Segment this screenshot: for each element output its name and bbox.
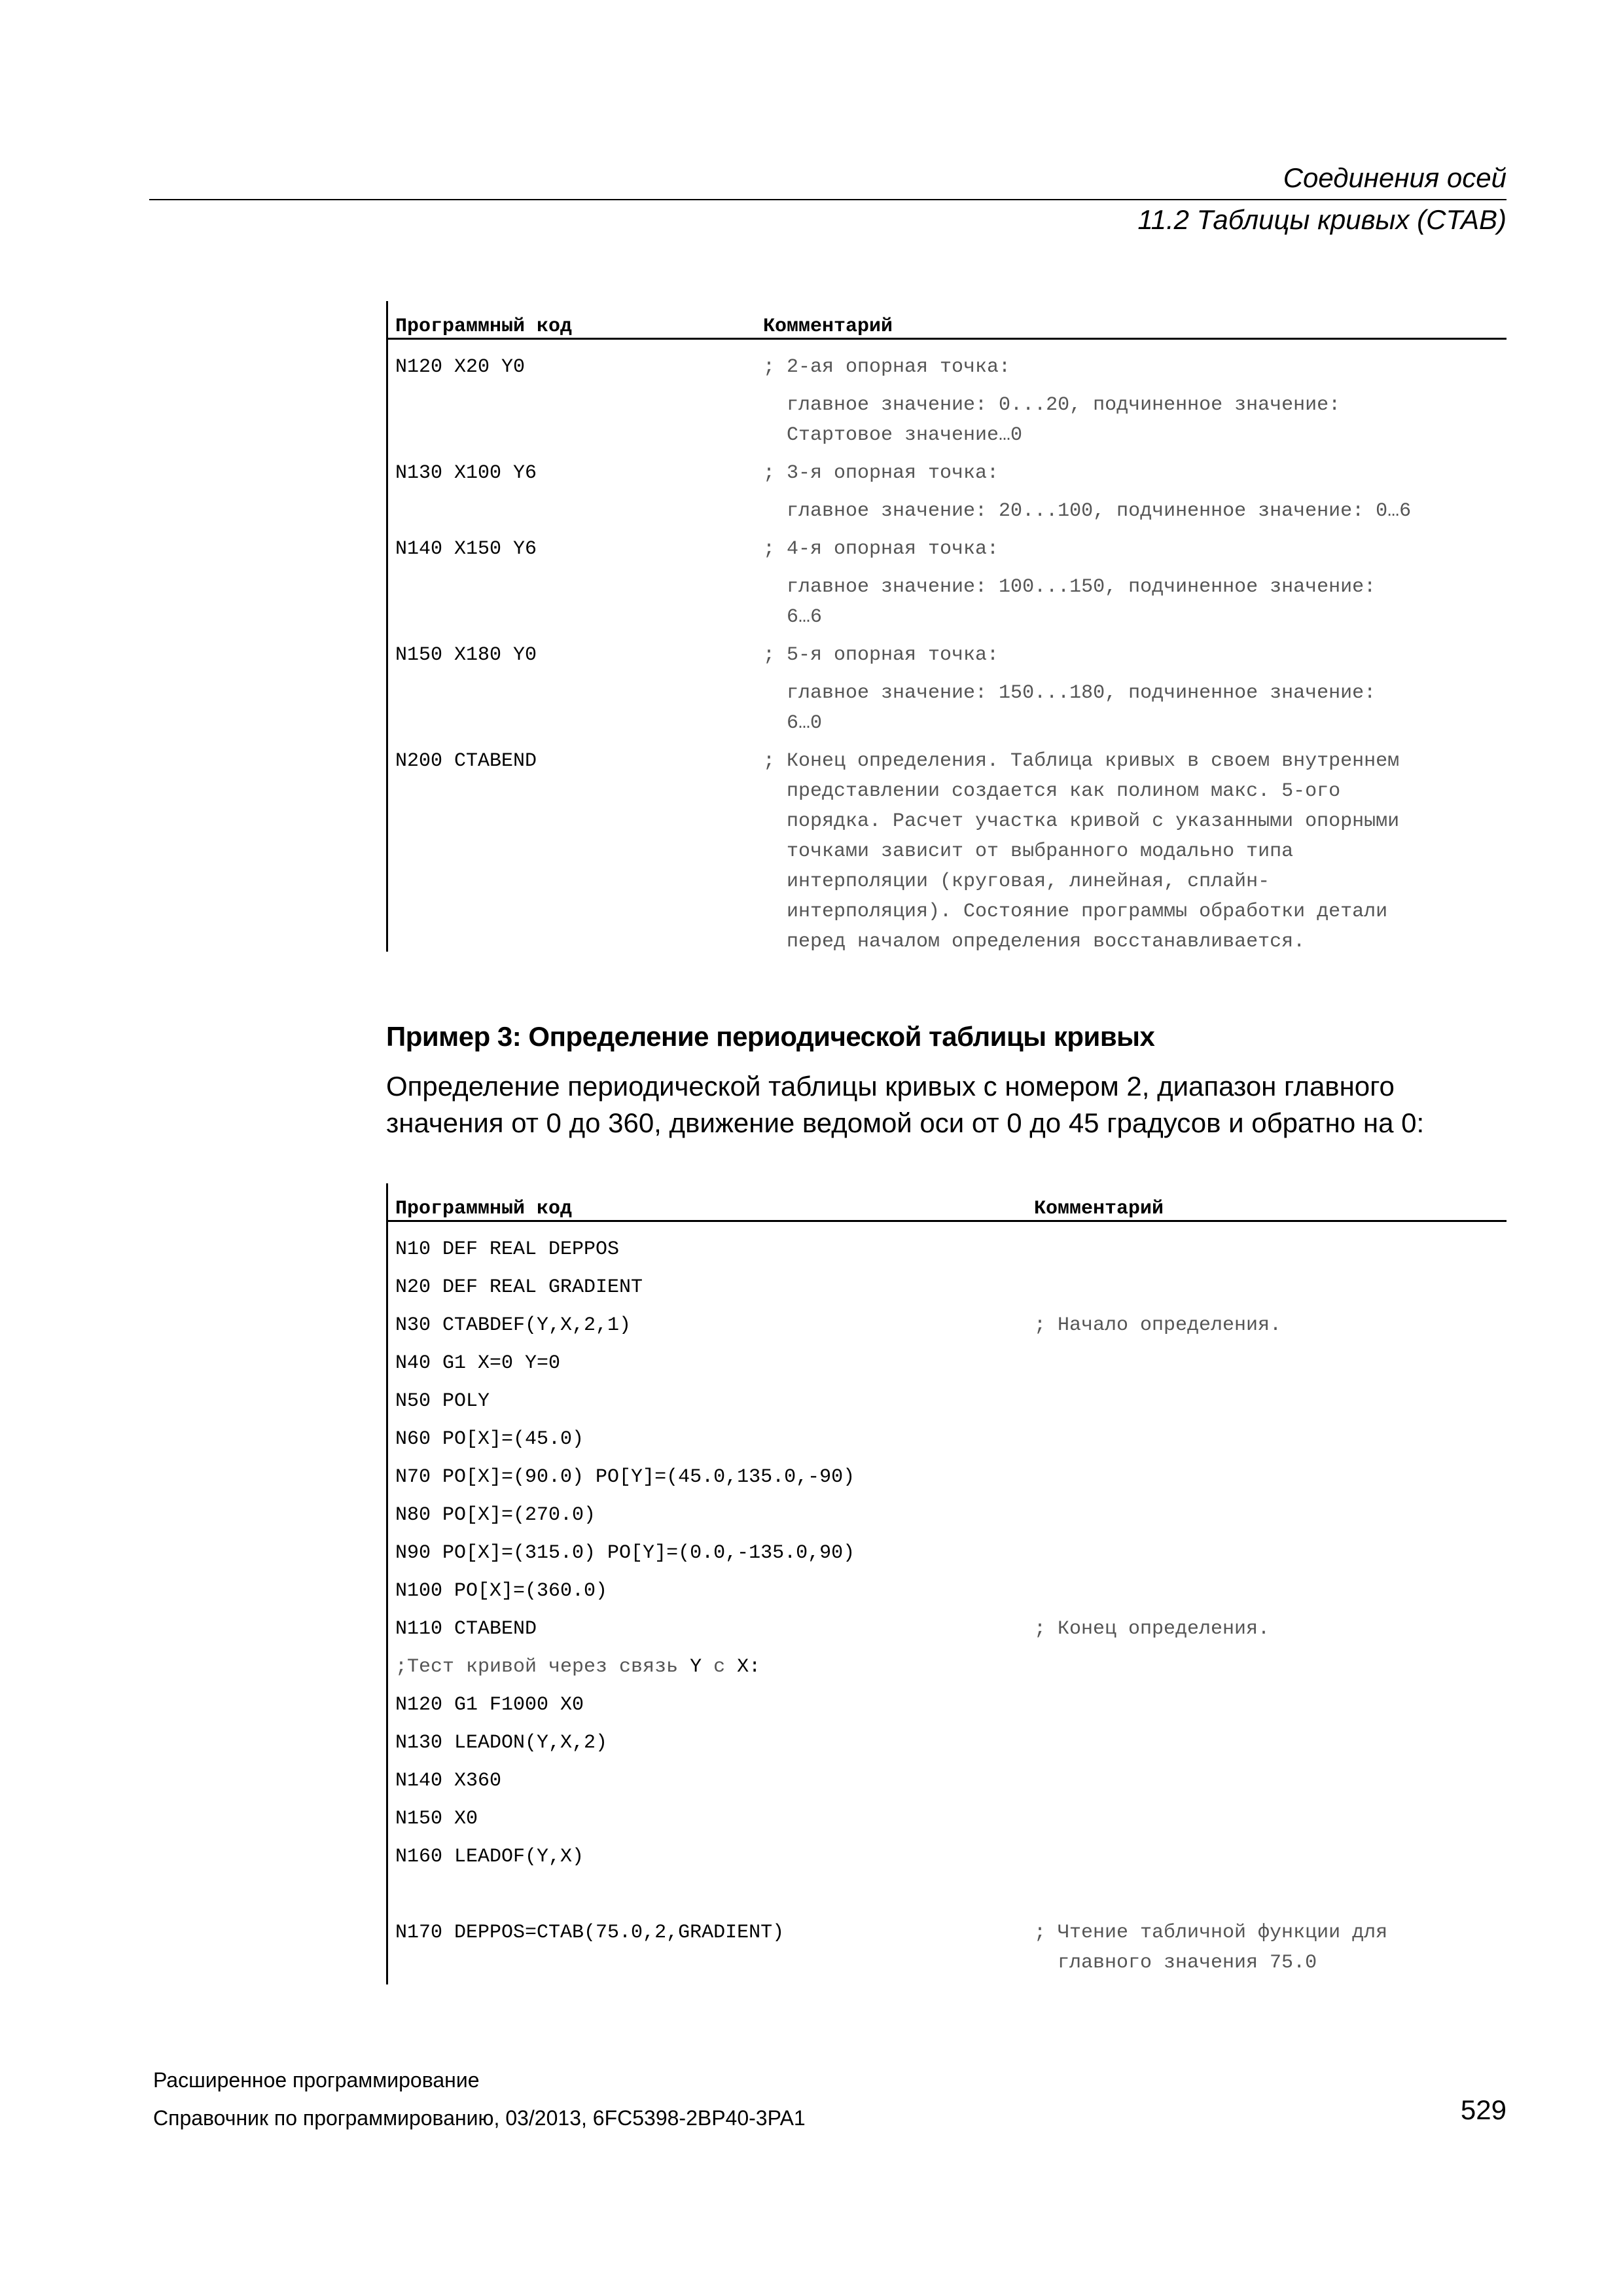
inline-comment-line: [395, 1656, 760, 1678]
table-row-comment: ; 2-ая опорная точка:: [763, 356, 1011, 378]
table-row-comment: ; 4-я опорная точка:: [763, 538, 999, 560]
table-row-code: N130 LEADON(Y,X,2): [395, 1732, 608, 1754]
table-header: [386, 1183, 1507, 1222]
table-row-code: N160 LEADOF(Y,X): [395, 1846, 584, 1868]
table-header: [386, 301, 1507, 340]
table-row-comment: ; 3-я опорная точка:: [763, 462, 999, 484]
table-row-code: N90 PO[X]=(315.0) PO[Y]=(0.0,-135.0,90): [395, 1542, 855, 1564]
table-row-code: N140 X150 Y6: [395, 538, 537, 560]
code-table-1: [386, 301, 1507, 952]
table-row-comment: ; Конец определения.: [1034, 1618, 1270, 1640]
table-row-comment: главного значения 75.0: [1034, 1952, 1317, 1974]
table-row-comment: перед началом определения восстанавливается.: [763, 931, 1306, 953]
table-row-code: N20 DEF REAL GRADIENT: [395, 1276, 643, 1299]
table-side-bar: [386, 301, 388, 952]
table-row-code: N10 DEF REAL DEPPOS: [395, 1238, 620, 1261]
table-row-comment: порядка. Расчет участка кривой с указанными опорными: [763, 810, 1400, 833]
table-row-code: N170 DEPPOS=CTAB(75.0,2,GRADIENT): [395, 1922, 785, 1944]
column-header-code: Программный код: [395, 1198, 573, 1220]
table-row-code: N140 X360: [395, 1770, 502, 1792]
example-description: [386, 1068, 1424, 1141]
table-row-comment: 6…0: [763, 712, 823, 734]
table-row-comment: Стартовое значение…0: [763, 424, 1023, 446]
table-row-comment: главное значение: 0...20, подчиненное значение:: [763, 394, 1341, 416]
inline-comment-x: X:: [737, 1656, 761, 1678]
table-row-comment: главное значение: 20...100, подчиненное значение: 0…6: [763, 500, 1412, 522]
header-rule: [149, 199, 1507, 200]
inline-comment-mid: с: [702, 1656, 738, 1678]
table-row-code: N120 G1 F1000 X0: [395, 1694, 584, 1716]
table-row-code: N150 X180 Y0: [395, 644, 537, 666]
table-row-code: N70 PO[X]=(90.0) PO[Y]=(45.0,135.0,-90): [395, 1466, 855, 1488]
table-row-comment: интерполяция). Состояние программы обработки детали: [763, 901, 1388, 923]
footer-manual-info: Справочник по программированию, 03/2013, 6FC5398-2BP40-3PA1: [153, 2106, 806, 2130]
table-row-code: N50 POLY: [395, 1390, 490, 1412]
column-header-comment: Комментарий: [763, 315, 893, 338]
table-row-comment: 6…6: [763, 606, 823, 628]
table-row-comment: ; Начало определения.: [1034, 1314, 1282, 1336]
table-row-code: N150 X0: [395, 1808, 478, 1830]
table-row-comment: ; Конец определения. Таблица кривых в своем внутреннем: [763, 750, 1400, 772]
example-heading: Пример 3: Определение периодической таблицы кривых: [386, 1021, 1155, 1052]
code-table-2: [386, 1183, 1507, 1984]
page-number: 529: [1460, 2094, 1507, 2125]
table-row-code: N130 X100 Y6: [395, 462, 537, 484]
table-row-comment: ; 5-я опорная точка:: [763, 644, 999, 666]
table-row-comment: главное значение: 100...150, подчиненное значение:: [763, 576, 1376, 598]
table-row-comment: представлении создается как полином макс. 5-ого: [763, 780, 1341, 802]
description-line: Определение периодической таблицы кривых с номером 2, диапазон главного: [386, 1071, 1395, 1102]
table-row-comment: интерполяции (круговая, линейная, сплайн-: [763, 870, 1270, 893]
table-side-bar: [386, 1183, 388, 1984]
section-title: 11.2 Таблицы кривых (CTAB): [1137, 204, 1507, 235]
description-line: значения от 0 до 360, движение ведомой оси от 0 до 45 градусов и обратно на 0:: [386, 1107, 1425, 1138]
table-row-code: N200 CTABEND: [395, 750, 537, 772]
table-row-code: N40 G1 X=0 Y=0: [395, 1352, 561, 1374]
inline-comment-y: Y: [690, 1656, 702, 1678]
column-header-comment: Комментарий: [1034, 1198, 1164, 1220]
chapter-title: Соединения осей: [1283, 162, 1507, 193]
table-row-comment: главное значение: 150...180, подчиненное значение:: [763, 682, 1376, 704]
table-row-code: N80 PO[X]=(270.0): [395, 1504, 596, 1526]
column-header-code: Программный код: [395, 315, 573, 338]
table-row-code: N120 X20 Y0: [395, 356, 526, 378]
table-row-code: N100 PO[X]=(360.0): [395, 1580, 608, 1602]
inline-comment-prefix: ;Тест кривой через связь: [395, 1656, 690, 1678]
table-row-comment: точками зависит от выбранного модально типа: [763, 840, 1294, 863]
table-row-code: N110 CTABEND: [395, 1618, 537, 1640]
table-row-code: N60 PO[X]=(45.0): [395, 1428, 584, 1450]
table-row-code: N30 CTABDEF(Y,X,2,1): [395, 1314, 632, 1336]
footer-book-title: Расширенное программирование: [153, 2068, 480, 2092]
table-row-comment: ; Чтение табличной функции для: [1034, 1922, 1388, 1944]
